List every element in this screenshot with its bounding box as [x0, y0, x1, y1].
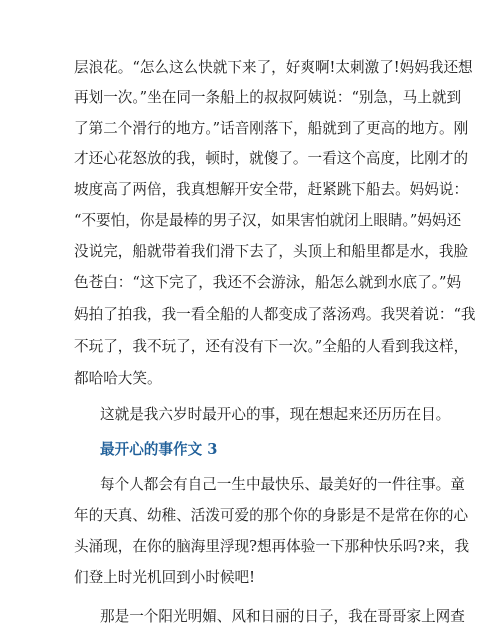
text-line: 不玩了，我不玩了，还有没有下一次。”全船的人看到我这样，	[74, 338, 469, 355]
text-line: 再划一次。”坐在同一条船上的叔叔阿姨说：“别急，马上就到	[74, 89, 462, 106]
text-line: “不要怕，你是最棒的男子汉，如果害怕就闭上眼睛。”妈妈还	[74, 212, 462, 229]
text-line: 才还心花怒放的我，顿时，就傻了。一看这个高度，比刚才的	[74, 150, 469, 167]
section-title: 最开心的事作文 3	[100, 441, 218, 458]
text-line: 每个人都会有自己一生中最快乐、最美好的一件往事。童	[100, 476, 465, 493]
text-line: 没说完，船就带着我们滑下去了，头顶上和船里都是水，我脸	[74, 243, 469, 260]
text-line: 年的天真、幼稚、活泼可爱的那个你的身影是不是常在你的心	[74, 507, 469, 524]
text-line: 妈拍了拍我，我一看全船的人都变成了落汤鸡。我哭着说：“我	[74, 306, 476, 323]
text-line: 那是一个阳光明媚、风和日丽的日子，我在哥哥家上网查	[100, 608, 465, 625]
text-line: 头涌现，在你的脑海里浮现?想再体验一下那种快乐吗?来，我	[74, 538, 470, 555]
text-line: 色苍白：“这下完了，我还不会游泳，船怎么就到水底了。”妈	[74, 274, 462, 291]
text-line: 们登上时光机回到小时候吧!	[74, 569, 255, 586]
text-line: 坡度高了两倍，我真想解开安全带，赶紧跳下船去。妈妈说：	[74, 181, 469, 198]
text-line: 都哈哈大笑。	[74, 370, 162, 387]
text-line: 层浪花。“怎么这么快就下来了，好爽啊!太刺激了!妈妈我还想	[74, 59, 473, 76]
text-line: 了第二个滑行的地方。”话音刚落下，船就到了更高的地方。刚	[74, 120, 469, 137]
text-line: 这就是我六岁时最开心的事，现在想起来还历历在目。	[100, 406, 451, 423]
